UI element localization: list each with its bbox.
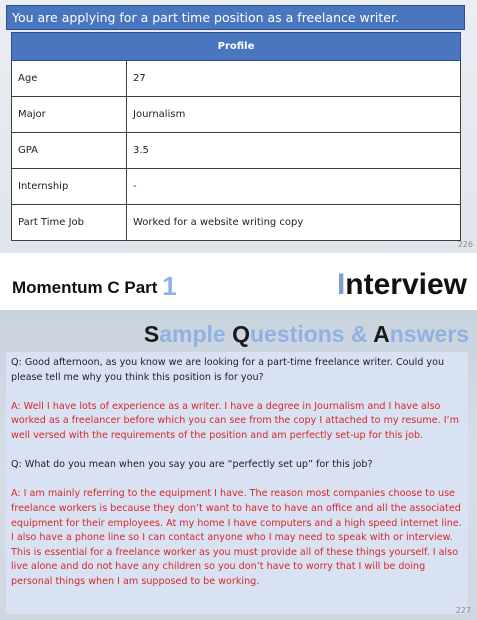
row-value: Journalism xyxy=(127,97,461,133)
table-row xyxy=(12,97,461,133)
heading-s-initial: S xyxy=(143,321,160,347)
heading-ampersand: & xyxy=(350,321,368,347)
table-row xyxy=(12,133,461,169)
row-label: Age xyxy=(12,61,127,97)
profile-header: Profile xyxy=(12,33,461,61)
table-row xyxy=(12,169,461,205)
heading-a-initial: A xyxy=(373,321,390,347)
row-value: 27 xyxy=(127,61,461,97)
interview-rest: nterview xyxy=(345,268,467,301)
row-label: Part Time Job xyxy=(12,205,127,241)
scenario-banner: You are applying for a part time position as a freelance writer. xyxy=(6,5,465,30)
heading-answers: nswers xyxy=(389,321,469,347)
answer-text: A: Well I have lots of experience as a writer. I have a degree in Journalism and I have also worked as a freelancer before which you can see from the copy I attached to my resume. I’m well versed with the requirements of the position and am perfectly set-up for this job. xyxy=(11,400,459,441)
table-row xyxy=(12,205,461,241)
page-number: 227 xyxy=(455,606,471,615)
answer-text: A: I am mainly referring to the equipment I have. The reason most companies choose to use freelance workers is because they don’t want to have to have an office and all the associated equipment for their employees. At my home I have computers and a high speed internet line. I also have a phone line so I can contact anyone who I may need to speak with or interview. This is essential for a freelance worker as you must provide all of these things yourself. I also live alone and do not have any children so you don’t have to worry that I will be doing personal things when I am supposed to be working. xyxy=(11,488,462,587)
table-row xyxy=(12,61,461,97)
row-value: - xyxy=(127,169,461,205)
section-title-text: Momentum C Part xyxy=(12,278,158,297)
part-number: 1 xyxy=(162,271,177,301)
section-title xyxy=(12,271,177,302)
question-text: Q: What do you mean when you say you are “perfectly set up” for this job? xyxy=(11,459,373,471)
page-number: 226 xyxy=(457,240,473,249)
heading-questions: uestions xyxy=(249,321,345,347)
qa-box xyxy=(6,352,468,614)
interview-initial: I xyxy=(336,268,346,301)
heading-sample: ample xyxy=(159,321,226,347)
sample-qa-heading xyxy=(144,320,469,348)
row-label: Major xyxy=(12,97,127,133)
interview-heading xyxy=(337,268,467,302)
row-value: 3.5 xyxy=(127,133,461,169)
row-label: Internship xyxy=(12,169,127,205)
profile-table xyxy=(11,32,461,241)
question-text: Q: Good afternoon, as you know we are looking for a part-time freelance writer. Could you please tell me why you think this position is for you? xyxy=(11,357,445,383)
row-value: Worked for a website writing copy xyxy=(127,205,461,241)
upper-page xyxy=(0,0,477,253)
row-label: GPA xyxy=(12,133,127,169)
heading-q-initial: Q xyxy=(232,321,250,347)
